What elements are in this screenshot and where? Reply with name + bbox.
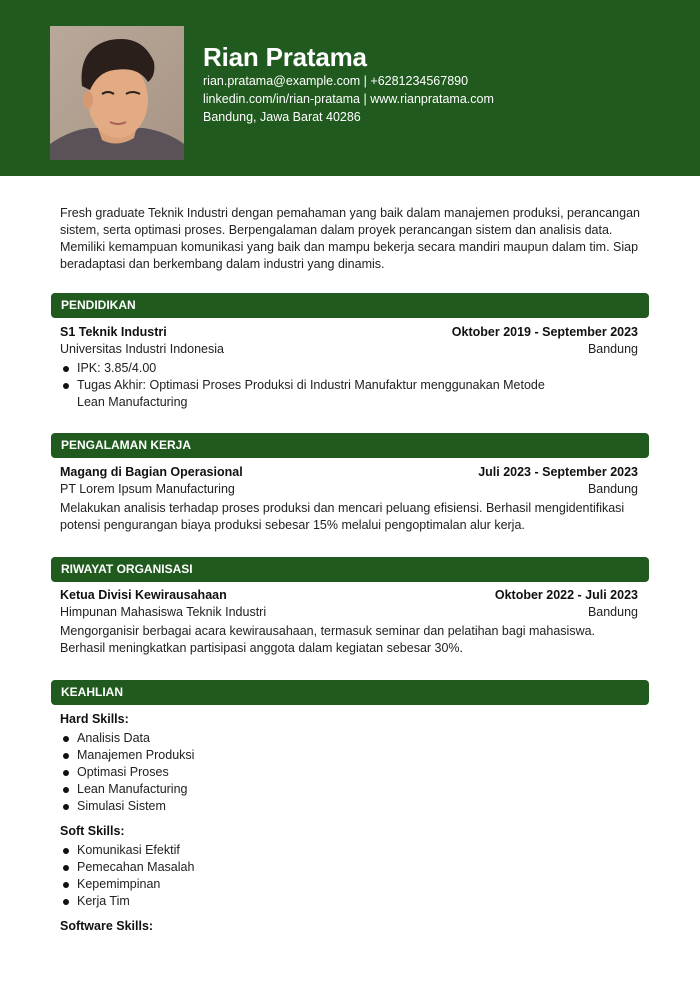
experience-entry — [60, 464, 638, 534]
list-item: Lean Manufacturing — [60, 781, 638, 798]
experience-description: Melakukan analisis terhadap proses produksi dan mencari peluang efisiensi. Berhasil mengidentifikasi potensi pengurangan biaya produksi sebesar 15% melalui pengoptimalan alur kerja. — [60, 501, 625, 532]
organization-description: Mengorganisir berbagai acara kewirausahaan, termasuk seminar dan pelatihan bagi mahasiswa. Berhasil meningkatkan partisipasi anggota dalam kegiatan sebesar 30%. — [60, 624, 596, 655]
list-item: Simulasi Sistem — [60, 798, 638, 815]
bullet-icon — [63, 383, 69, 389]
skills-entry — [60, 711, 638, 935]
profile-photo-illustration — [50, 26, 184, 160]
candidate-name: Rian Pratama — [203, 42, 367, 72]
bullet-icon — [63, 882, 69, 888]
contact-address: Bandung, Jawa Barat 40286 — [203, 110, 361, 124]
education-dates: Oktober 2019 - September 2023 — [451, 325, 638, 339]
bullet-icon — [63, 736, 69, 742]
hard-skills-list — [60, 730, 638, 815]
header-banner — [0, 0, 700, 176]
experience-company: PT Lorem Ipsum Manufacturing — [60, 482, 235, 496]
bullet-icon — [63, 899, 69, 905]
education-location: Bandung — [587, 342, 638, 356]
section-header-experience: PENGALAMAN KERJA — [51, 433, 649, 458]
section-header-organization: RIWAYAT ORGANISASI — [51, 557, 649, 582]
list-item: Manajemen Produksi — [60, 747, 638, 764]
bullet-icon — [63, 865, 69, 871]
bullet-icon — [63, 804, 69, 810]
software-skills-label: Software Skills: — [60, 919, 154, 933]
list-item: Tugas Akhir: Optimasi Proses Produksi di Industri Manufaktur menggunakan Metode Lean Manufacturing — [60, 377, 638, 411]
organization-role: Ketua Divisi Kewirausahaan — [60, 588, 227, 602]
section-header-skills: KEAHLIAN — [51, 680, 649, 705]
soft-skills-label: Soft Skills: — [60, 824, 125, 838]
list-item: Pemecahan Masalah — [60, 859, 638, 876]
list-item: Kepemimpinan — [60, 876, 638, 893]
bullet-icon — [63, 753, 69, 759]
soft-skills-list — [60, 842, 638, 910]
education-degree: S1 Teknik Industri — [60, 325, 167, 339]
list-item: Optimasi Proses — [60, 764, 638, 781]
bullet-icon — [63, 848, 69, 854]
bullet-icon — [63, 366, 69, 372]
contact-linkedin-website: linkedin.com/in/rian-pratama | www.rianpratama.com — [203, 92, 494, 106]
profile-photo — [50, 26, 184, 160]
organization-entry — [60, 587, 638, 657]
profile-summary: Fresh graduate Teknik Industri dengan pemahaman yang baik dalam manajemen produksi, perancangan sistem, serta optimasi proses. Berpengalaman dalam proyek perancangan sistem dan analisis data. Memiliki kemampuan komunikasi yang baik dan mampu bekerja secara mandiri maupun dalam tim. Siap beradaptasi dan berkembang dalam industri yang dinamis. — [60, 206, 640, 271]
education-entry — [60, 324, 638, 411]
contact-email-phone: rian.pratama@example.com | +6281234567890 — [203, 74, 469, 88]
organization-name: Himpunan Mahasiswa Teknik Industri — [60, 605, 267, 619]
education-institution: Universitas Industri Indonesia — [60, 342, 224, 356]
bullet-icon — [63, 787, 69, 793]
education-bullets — [60, 360, 638, 411]
bullet-icon — [63, 770, 69, 776]
list-item: Komunikasi Efektif — [60, 842, 638, 859]
organization-location: Bandung — [587, 605, 638, 619]
experience-role: Magang di Bagian Operasional — [60, 465, 243, 479]
experience-dates: Juli 2023 - September 2023 — [478, 465, 638, 479]
experience-location: Bandung — [587, 482, 638, 496]
list-item: Kerja Tim — [60, 893, 638, 910]
list-item: IPK: 3.85/4.00 — [60, 360, 638, 377]
list-item: Analisis Data — [60, 730, 638, 747]
section-header-education: PENDIDIKAN — [51, 293, 649, 318]
organization-dates: Oktober 2022 - Juli 2023 — [494, 588, 638, 602]
hard-skills-label: Hard Skills: — [60, 712, 129, 726]
